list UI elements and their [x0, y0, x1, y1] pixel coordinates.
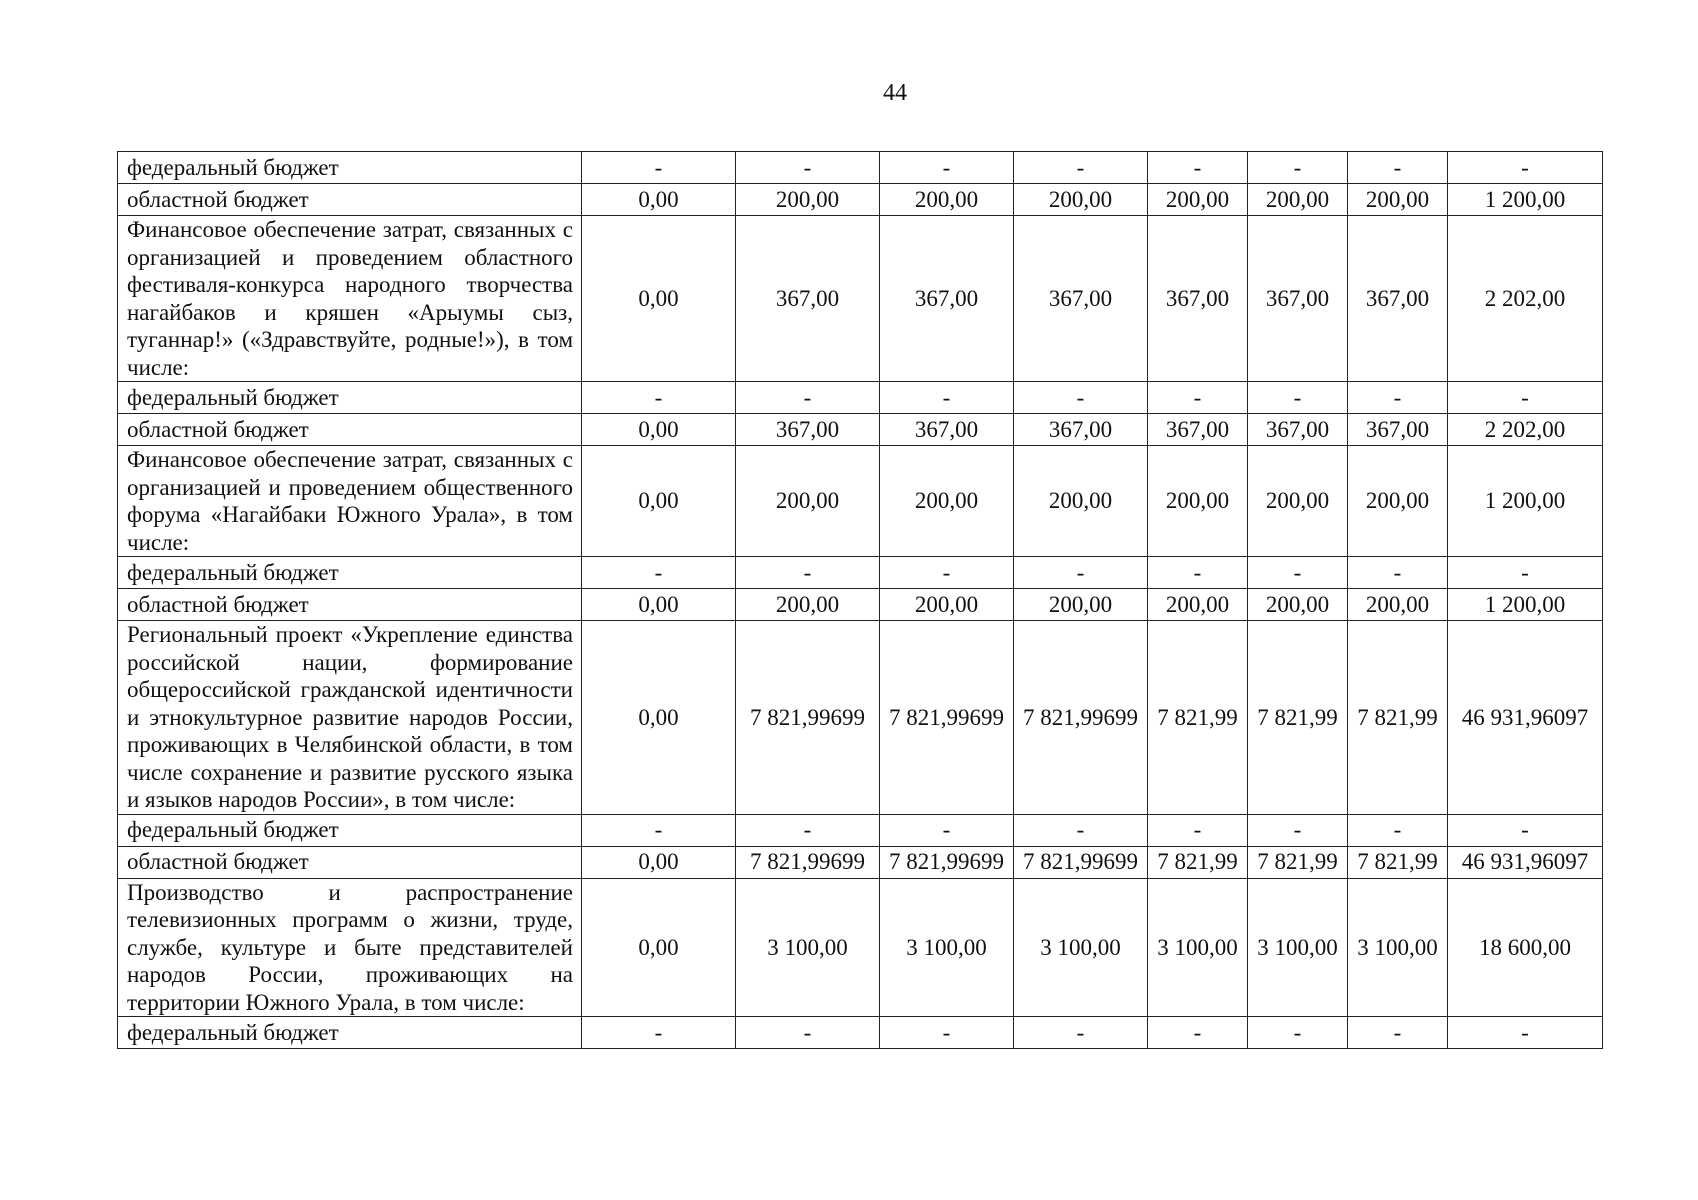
value-cell: 7 821,99699 [880, 621, 1014, 815]
row-label: областной бюджет [118, 184, 582, 216]
value-cell: 1 200,00 [1448, 446, 1603, 557]
value-cell: - [736, 152, 880, 184]
value-cell: 200,00 [736, 589, 880, 621]
budget-source-row [118, 382, 1603, 414]
value-cell: 200,00 [1248, 184, 1348, 216]
value-cell: 367,00 [1148, 414, 1248, 446]
budget-source-row [118, 184, 1603, 216]
row-label: Финансовое обеспечение затрат, связанных с организацией и проведением общественного форума «Нагайбаки Южного Урала», в том числе: [118, 446, 582, 557]
value-cell: - [880, 382, 1014, 414]
value-cell: 367,00 [1014, 414, 1148, 446]
value-cell: 0,00 [582, 446, 736, 557]
value-cell: 0,00 [582, 621, 736, 815]
value-cell: - [1248, 382, 1348, 414]
value-cell: - [1148, 557, 1248, 589]
value-cell: - [736, 1017, 880, 1049]
row-label: федеральный бюджет [118, 1017, 582, 1049]
value-cell: 200,00 [1148, 184, 1248, 216]
value-cell: 46 931,96097 [1448, 621, 1603, 815]
value-cell: - [1248, 814, 1348, 846]
value-cell: 7 821,99699 [736, 846, 880, 878]
value-cell: 3 100,00 [1148, 878, 1248, 1017]
value-cell: 46 931,96097 [1448, 846, 1603, 878]
value-cell: 200,00 [880, 446, 1014, 557]
budget-source-row [118, 1017, 1603, 1049]
value-cell: - [1448, 152, 1603, 184]
value-cell: - [582, 814, 736, 846]
value-cell: 200,00 [1014, 589, 1148, 621]
value-cell: 7 821,99 [1148, 621, 1248, 815]
page-number: 44 [883, 80, 907, 106]
value-cell: 367,00 [1348, 414, 1448, 446]
value-cell: - [582, 152, 736, 184]
value-cell: 1 200,00 [1448, 589, 1603, 621]
value-cell: 0,00 [582, 846, 736, 878]
value-cell: - [1348, 557, 1448, 589]
row-label: областной бюджет [118, 846, 582, 878]
value-cell: 7 821,99699 [1014, 621, 1148, 815]
value-cell: - [1014, 557, 1148, 589]
value-cell: - [1014, 1017, 1148, 1049]
value-cell: 7 821,99699 [1014, 846, 1148, 878]
budget-source-row [118, 589, 1603, 621]
row-label: Финансовое обеспечение затрат, связанных с организацией и проведением областного фестиваля-конкурса народного творчества нагайбаков и кряшен «Арыумы сыз, туганнар!» («Здравствуйте, родные!»), в том числе: [118, 216, 582, 382]
budget-table [117, 151, 1603, 1049]
value-cell: - [1248, 152, 1348, 184]
budget-item-row [118, 216, 1603, 382]
value-cell: - [1248, 557, 1348, 589]
value-cell: 1 200,00 [1448, 184, 1603, 216]
value-cell: 7 821,99 [1148, 846, 1248, 878]
value-cell: 367,00 [1248, 216, 1348, 382]
budget-source-row [118, 152, 1603, 184]
value-cell: 3 100,00 [1014, 878, 1148, 1017]
value-cell: - [1148, 382, 1248, 414]
value-cell: - [1448, 557, 1603, 589]
value-cell: - [1148, 1017, 1248, 1049]
value-cell: - [1448, 382, 1603, 414]
value-cell: - [880, 814, 1014, 846]
value-cell: - [1148, 814, 1248, 846]
value-cell: 200,00 [1348, 184, 1448, 216]
value-cell: 200,00 [1248, 446, 1348, 557]
value-cell: 200,00 [736, 446, 880, 557]
value-cell: 18 600,00 [1448, 878, 1603, 1017]
budget-source-row [118, 846, 1603, 878]
value-cell: 3 100,00 [1248, 878, 1348, 1017]
value-cell: - [880, 1017, 1014, 1049]
value-cell: 3 100,00 [736, 878, 880, 1017]
value-cell: 3 100,00 [880, 878, 1014, 1017]
value-cell: 0,00 [582, 414, 736, 446]
value-cell: 200,00 [736, 184, 880, 216]
value-cell: 200,00 [1014, 184, 1148, 216]
budget-item-row [118, 621, 1603, 815]
value-cell: 200,00 [1348, 589, 1448, 621]
value-cell: 7 821,99 [1248, 846, 1348, 878]
value-cell: 200,00 [1014, 446, 1148, 557]
value-cell: - [1348, 382, 1448, 414]
row-label: областной бюджет [118, 589, 582, 621]
value-cell: 0,00 [582, 216, 736, 382]
row-label: федеральный бюджет [118, 382, 582, 414]
row-label: Региональный проект «Укрепление единства российской нации, формирование общероссийской гражданской идентичности и этнокультурное развитие народов России, проживающих в Челябинской области, в том числе сохранение и развитие русского языка и языков народов России», в том числе: [118, 621, 582, 815]
value-cell: 7 821,99 [1348, 621, 1448, 815]
value-cell: - [736, 382, 880, 414]
value-cell: 200,00 [1148, 589, 1248, 621]
budget-item-row [118, 878, 1603, 1017]
value-cell: - [880, 152, 1014, 184]
value-cell: - [736, 814, 880, 846]
value-cell: 7 821,99 [1248, 621, 1348, 815]
value-cell: 200,00 [1248, 589, 1348, 621]
value-cell: - [1014, 382, 1148, 414]
row-label: Производство и распространение телевизионных программ о жизни, труде, службе, культуре и быте представителей народов России, проживающих на территории Южного Урала, в том числе: [118, 878, 582, 1017]
value-cell: - [880, 557, 1014, 589]
value-cell: 367,00 [1014, 216, 1148, 382]
value-cell: 7 821,99 [1348, 846, 1448, 878]
value-cell: 367,00 [1348, 216, 1448, 382]
value-cell: - [1248, 1017, 1348, 1049]
row-label: федеральный бюджет [118, 152, 582, 184]
value-cell: 367,00 [1148, 216, 1248, 382]
value-cell: 0,00 [582, 589, 736, 621]
value-cell: 2 202,00 [1448, 216, 1603, 382]
value-cell: 7 821,99699 [880, 846, 1014, 878]
budget-source-row [118, 557, 1603, 589]
budget-item-row [118, 446, 1603, 557]
row-label: федеральный бюджет [118, 557, 582, 589]
value-cell: - [1014, 814, 1148, 846]
value-cell: 367,00 [1248, 414, 1348, 446]
value-cell: - [582, 1017, 736, 1049]
value-cell: - [1348, 152, 1448, 184]
table-body [118, 152, 1603, 1049]
budget-source-row [118, 814, 1603, 846]
value-cell: 0,00 [582, 878, 736, 1017]
value-cell: 3 100,00 [1348, 878, 1448, 1017]
value-cell: 200,00 [1148, 446, 1248, 557]
value-cell: - [1448, 814, 1603, 846]
value-cell: - [582, 557, 736, 589]
row-label: областной бюджет [118, 414, 582, 446]
value-cell: - [1348, 814, 1448, 846]
value-cell: 367,00 [880, 414, 1014, 446]
value-cell: 367,00 [736, 414, 880, 446]
value-cell: 367,00 [880, 216, 1014, 382]
value-cell: - [1014, 152, 1148, 184]
value-cell: 2 202,00 [1448, 414, 1603, 446]
value-cell: 200,00 [880, 184, 1014, 216]
value-cell: 367,00 [736, 216, 880, 382]
value-cell: 7 821,99699 [736, 621, 880, 815]
value-cell: 200,00 [1348, 446, 1448, 557]
value-cell: - [1348, 1017, 1448, 1049]
row-label: федеральный бюджет [118, 814, 582, 846]
value-cell: - [1448, 1017, 1603, 1049]
budget-source-row [118, 414, 1603, 446]
value-cell: - [582, 382, 736, 414]
value-cell: - [736, 557, 880, 589]
value-cell: 200,00 [880, 589, 1014, 621]
value-cell: 0,00 [582, 184, 736, 216]
value-cell: - [1148, 152, 1248, 184]
